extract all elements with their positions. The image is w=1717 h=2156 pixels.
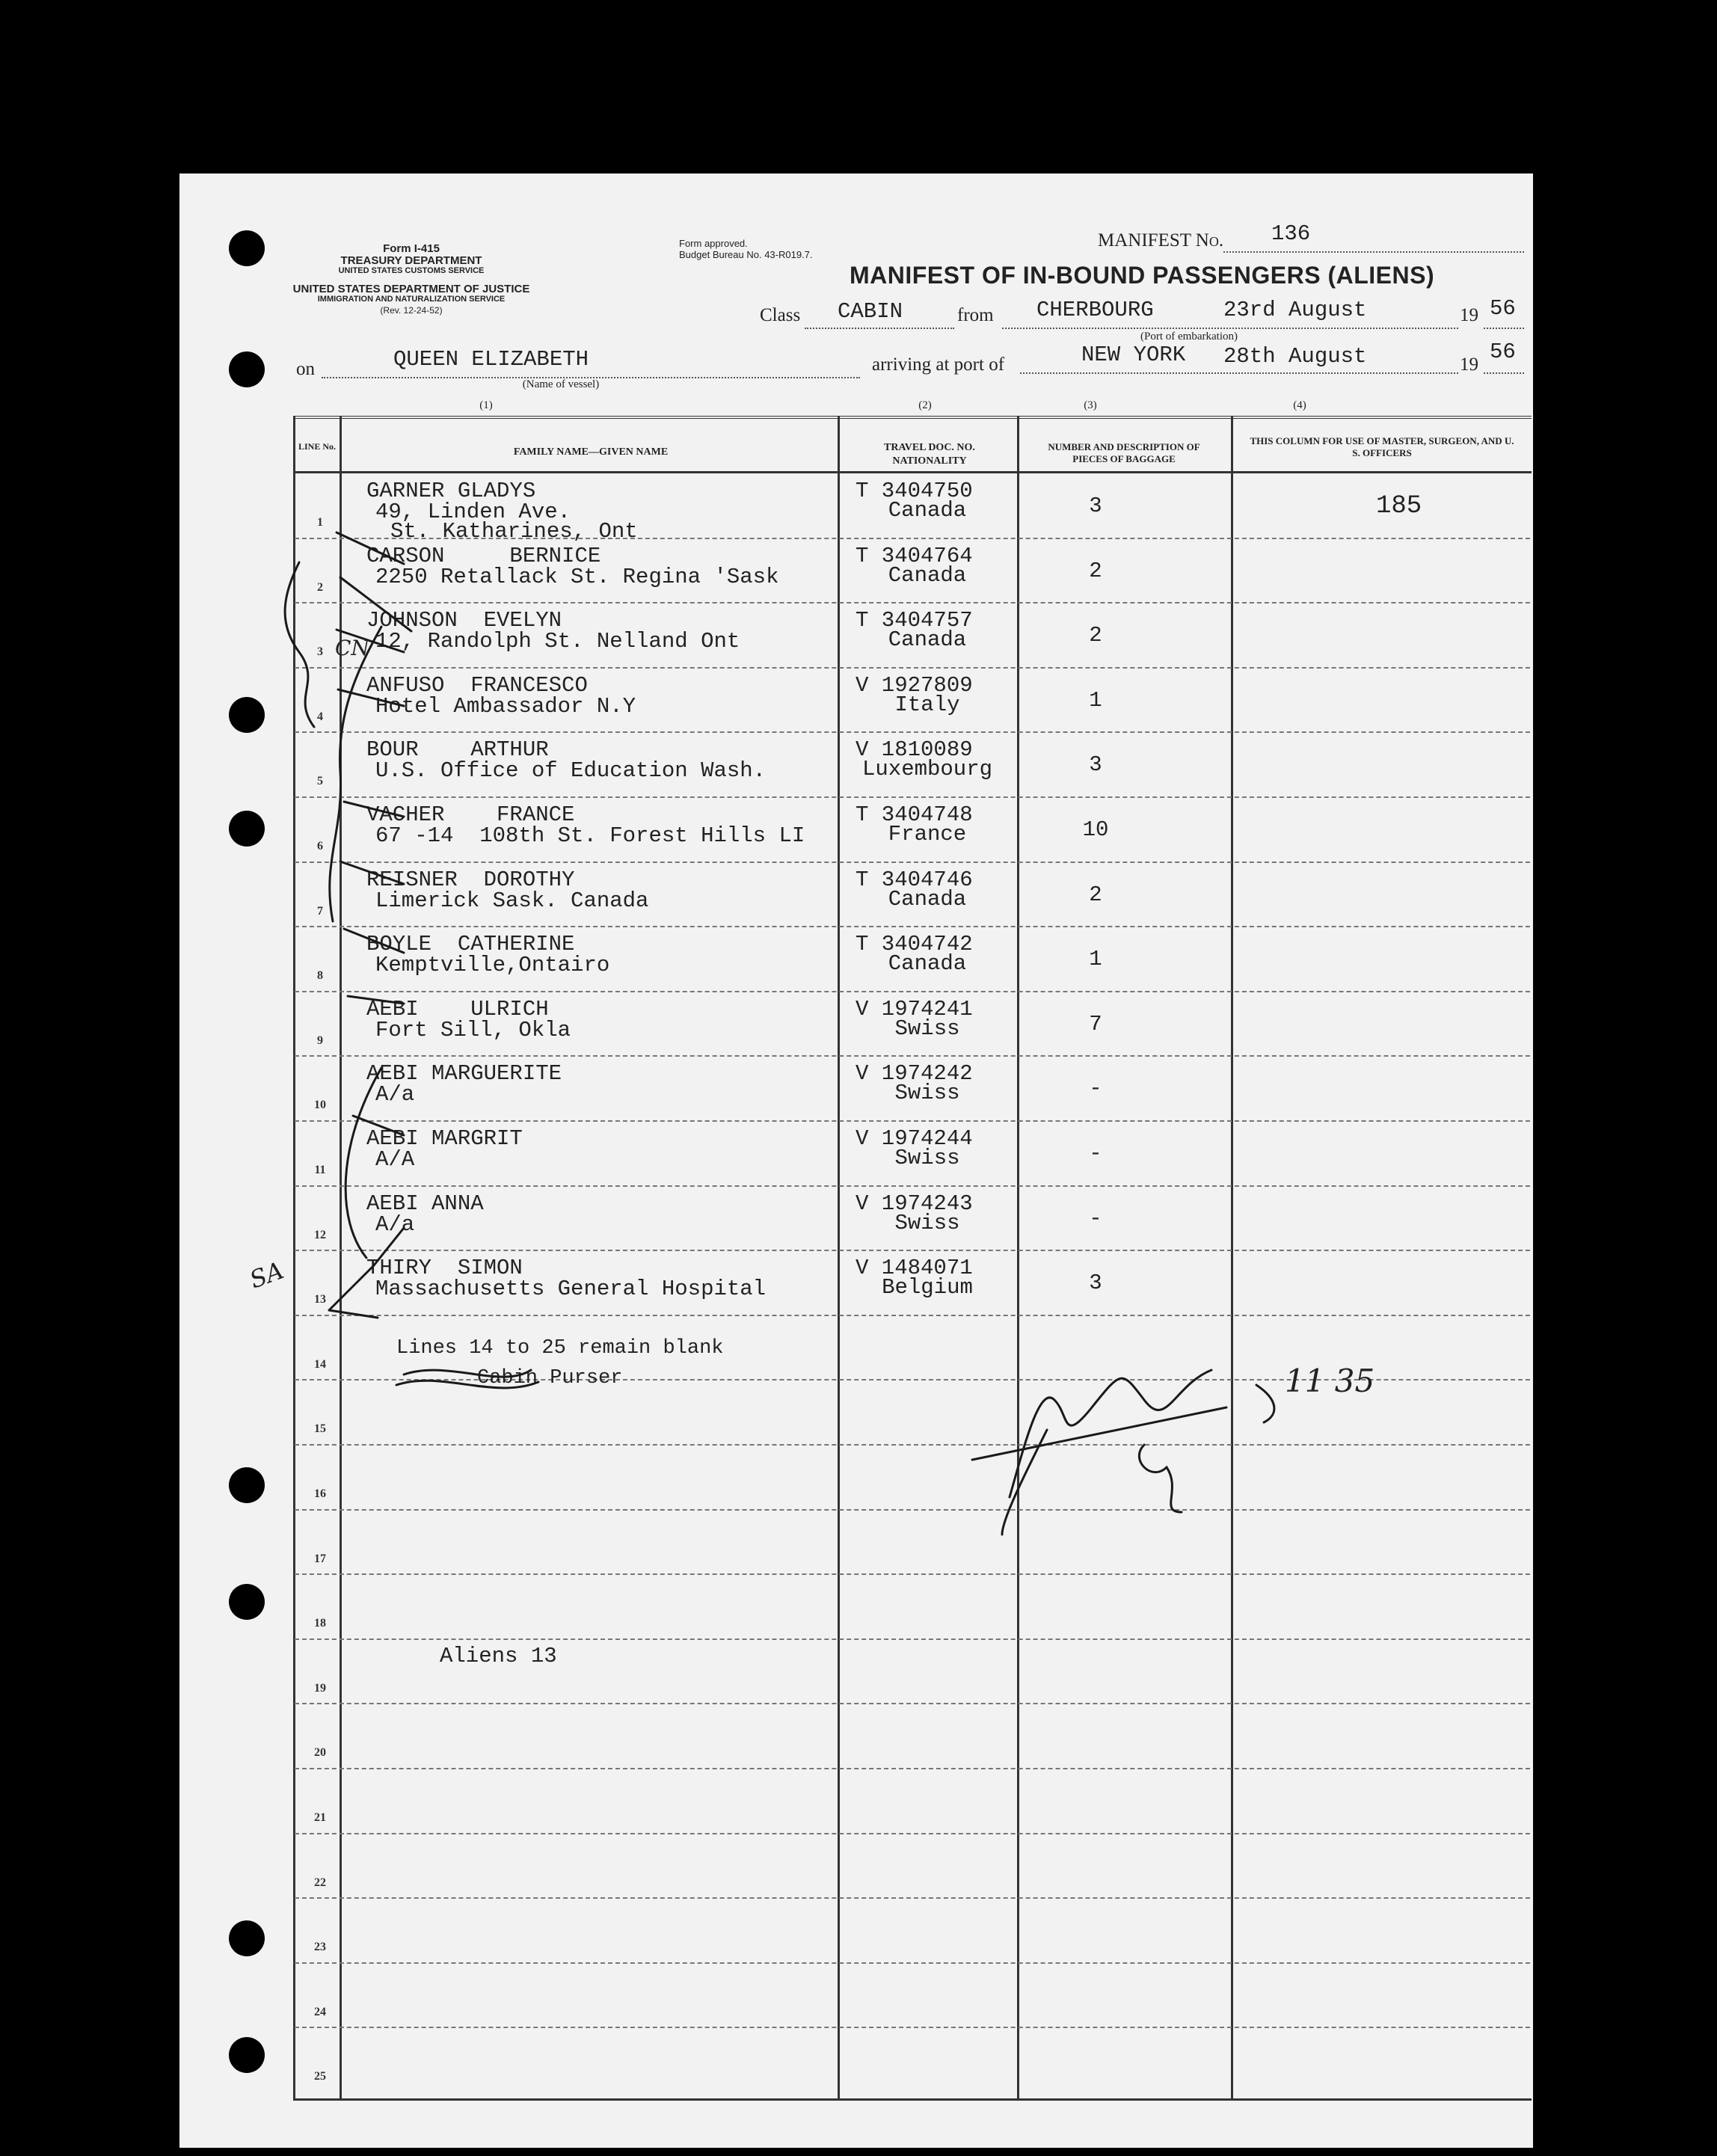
passenger-name: REISNER DOROTHY: [366, 867, 575, 892]
embark-port: CHERBOURG: [1036, 298, 1154, 322]
line-number: 23: [314, 1941, 326, 1954]
nationality: Canada: [888, 886, 967, 912]
passenger-address: A/A: [375, 1147, 415, 1172]
passenger-address: Hotel Ambassador N.Y: [375, 693, 636, 719]
line-number: 21: [314, 1811, 326, 1824]
nationality: Italy: [894, 692, 960, 717]
line-number: 3: [317, 645, 323, 659]
travel-doc-number: T 3404742: [856, 932, 973, 957]
arrival-port: NEW YORK: [1081, 343, 1186, 367]
baggage-count: 3: [1089, 1271, 1102, 1296]
nationality: Swiss: [894, 1146, 960, 1170]
passenger-name: JOHNSON EVELYN: [366, 608, 562, 633]
travel-doc-number: V 1974244: [856, 1126, 973, 1151]
travel-doc-number: V 1974241: [856, 996, 973, 1022]
passenger-name: CARSON BERNICE: [366, 543, 601, 568]
passenger-address: A/a: [375, 1211, 415, 1237]
baggage-count: -: [1089, 1206, 1102, 1231]
passenger-name: ANFUSO FRANCESCO: [366, 672, 588, 698]
passenger-name: AEBI MARGRIT: [366, 1126, 523, 1151]
passenger-name: AEBI ANNA: [366, 1191, 484, 1216]
nationality: Canada: [888, 562, 967, 588]
officer-note: 185: [1376, 492, 1422, 520]
embark-date: 23rd August: [1223, 298, 1367, 322]
col-3-number: (3): [1084, 399, 1097, 411]
nationality: Swiss: [894, 1210, 960, 1235]
passenger-address: Limerick Sask. Canada: [375, 888, 649, 913]
ins-service: IMMIGRATION AND NATURALIZATION SERVICE: [317, 295, 506, 304]
line-number: 9: [317, 1034, 323, 1047]
baggage-count: 1: [1089, 687, 1102, 713]
line-number: 22: [314, 1876, 326, 1889]
line-number: 19: [314, 1681, 326, 1695]
baggage-count: -: [1089, 1141, 1102, 1166]
baggage-count: 10: [1082, 817, 1109, 842]
baggage-count: 2: [1089, 558, 1102, 583]
nationality: Canada: [888, 951, 967, 977]
passenger-address-2: St. Katharines, Ont: [390, 519, 638, 544]
baggage-count: 2: [1089, 882, 1102, 907]
signature-stroke: [972, 1407, 1226, 1460]
line-no-header: LINE No.: [298, 441, 336, 452]
bracket-line: [345, 1068, 381, 1258]
passenger-address: 49, Linden Ave.: [375, 500, 571, 524]
blank-lines-note: Lines 14 to 25 remain blank: [396, 1337, 724, 1360]
on-label: on: [296, 359, 315, 379]
passenger-address: Kemptville,Ontairo: [375, 953, 610, 978]
line-number: 4: [317, 710, 323, 723]
passenger-name: AEBI ULRICH: [366, 996, 549, 1022]
nationality: Swiss: [894, 1016, 960, 1041]
passenger-name: VACHER FRANCE: [366, 802, 575, 827]
baggage-count: 1: [1089, 947, 1102, 972]
class-label: Class: [760, 305, 801, 325]
line-number: 2: [317, 580, 323, 594]
line-number: 12: [314, 1228, 326, 1241]
line-number: 20: [314, 1746, 326, 1760]
baggage-header: NUMBER AND DESCRIPTION OF PIECES OF BAGGAGE: [1048, 441, 1200, 464]
nationality: Belgium: [882, 1275, 973, 1300]
manifest-title: MANIFEST OF IN-BOUND PASSENGERS (ALIENS): [850, 262, 1435, 289]
from-label: from: [957, 305, 994, 325]
cn-note: CN: [335, 636, 369, 660]
bracket-line: [329, 1228, 404, 1310]
line-number: 17: [314, 1552, 326, 1565]
handwritten-mark: [1256, 1385, 1274, 1422]
inspector-signature: [1010, 1370, 1211, 1497]
travel-doc-number: T 3404757: [856, 608, 973, 633]
vessel-caption: (Name of vessel): [522, 378, 600, 390]
line-number: 18: [314, 1617, 326, 1630]
nationality: Canada: [888, 627, 967, 653]
name-header: FAMILY NAME—GIVEN NAME: [513, 446, 669, 458]
travel-doc-number: V 1974242: [856, 1061, 973, 1087]
treasury-dept: TREASURY DEPARTMENT: [340, 254, 482, 267]
travel-doc-header: TRAVEL DOC. NO. NATIONALITY: [884, 442, 975, 467]
line-number: 25: [314, 2070, 326, 2083]
passenger-name: GARNER GLADYS: [366, 479, 536, 503]
passenger-address: Massachusetts General Hospital: [375, 1277, 767, 1302]
strike-through: [404, 1370, 531, 1377]
passenger-name: AEBI MARGUERITE: [366, 1061, 562, 1087]
bracket-line: [329, 1310, 378, 1318]
travel-doc-number: T 3404750: [856, 479, 973, 503]
form-number: Form I-415: [383, 242, 440, 255]
passenger-address: 12, Randolph St. Nelland Ont: [375, 629, 740, 654]
embark-year: 56: [1490, 296, 1516, 321]
passenger-address: Fort Sill, Okla: [375, 1017, 571, 1042]
travel-doc-number: V 1927809: [856, 672, 973, 698]
vessel-name: QUEEN ELIZABETH: [393, 347, 589, 372]
aliens-count: Aliens 13: [440, 1644, 557, 1668]
line-number: 1: [317, 516, 323, 529]
baggage-count: 2: [1089, 623, 1102, 648]
passenger-address: 67 -14 108th St. Forest Hills LI: [375, 823, 805, 848]
passenger-name: THIRY SIMON: [366, 1256, 523, 1281]
nationality: Swiss: [894, 1081, 960, 1106]
margin-scrawl: [285, 562, 314, 727]
manifest-sheet: [179, 173, 1533, 2148]
margin-note: SA: [245, 1256, 288, 1294]
passenger-address: U.S. Office of Education Wash.: [375, 758, 767, 784]
col-1-number: (1): [479, 399, 493, 411]
line-number: 24: [314, 2005, 326, 2018]
line-number: 13: [314, 1293, 326, 1306]
passenger-name: BOUR ARTHUR: [366, 737, 549, 763]
line-number: 10: [314, 1099, 326, 1112]
line-number: 8: [317, 969, 323, 983]
line-number: 7: [317, 904, 323, 918]
travel-doc-number: T 3404764: [856, 543, 973, 568]
passenger-address: 2250 Retallack St. Regina 'Sask: [375, 564, 779, 589]
check-line: [344, 929, 404, 953]
col-4-number: (4): [1293, 399, 1306, 411]
col-2-number: (2): [918, 399, 932, 411]
nationality: France: [888, 822, 967, 847]
arrival-year-prefix: 19: [1460, 354, 1478, 375]
travel-doc-number: V 1810089: [856, 737, 973, 763]
customs-service: UNITED STATES CUSTOMS SERVICE: [338, 266, 485, 275]
justice-dept: UNITED STATES DEPARTMENT OF JUSTICE: [292, 283, 530, 295]
revision: (Rev. 12-24-52): [380, 305, 443, 316]
nationality: Canada: [888, 498, 967, 523]
handwriting-layer: [179, 173, 1533, 2148]
line-number: 5: [317, 775, 323, 788]
check-line: [344, 802, 404, 817]
purser-label: Cabin Purser: [477, 1367, 623, 1389]
arriving-label: arriving at port of: [872, 354, 1005, 375]
travel-doc-number: V 1484071: [856, 1256, 973, 1281]
baggage-count: 7: [1089, 1011, 1102, 1036]
arrival-year: 56: [1490, 340, 1516, 364]
check-line: [340, 577, 411, 631]
check-line: [337, 532, 404, 564]
check-line: [348, 996, 404, 1004]
initials: [1139, 1445, 1182, 1512]
line-number: 11: [314, 1164, 326, 1176]
travel-doc-number: V 1974243: [856, 1191, 973, 1216]
strike-through: [396, 1380, 538, 1388]
baggage-count: 3: [1089, 494, 1102, 518]
baggage-count: 3: [1089, 752, 1102, 778]
check-line: [353, 1116, 404, 1135]
check-line: [340, 862, 404, 884]
manifest-no: 136: [1271, 221, 1311, 246]
arrival-date: 28th August: [1223, 344, 1367, 369]
passenger-address: A/a: [375, 1082, 415, 1108]
manifest-label: MANIFEST No.: [1098, 230, 1224, 251]
line-number: 6: [317, 840, 323, 853]
class-value: CABIN: [838, 299, 903, 324]
time-note: 11 35: [1285, 1363, 1375, 1399]
margin-scrawl: [330, 627, 381, 921]
line-number: 16: [314, 1487, 326, 1500]
line-number: 14: [314, 1357, 326, 1371]
baggage-count: -: [1089, 1076, 1102, 1102]
line-number: 15: [314, 1422, 326, 1436]
form-approved: Form approved.: [679, 238, 748, 249]
budget-bureau: Budget Bureau No. 43-R019.7.: [679, 249, 813, 260]
nationality: Luxembourg: [861, 757, 993, 782]
embark-caption: (Port of embarkation): [1140, 331, 1238, 343]
travel-doc-number: T 3404748: [856, 802, 973, 827]
travel-doc-number: T 3404746: [856, 867, 973, 892]
embark-year-prefix: 19: [1460, 305, 1478, 325]
officers-header: THIS COLUMN FOR USE OF MASTER, SURGEON, AND U. S. OFFICERS: [1250, 435, 1514, 458]
passenger-name: BOYLE CATHERINE: [366, 932, 575, 957]
